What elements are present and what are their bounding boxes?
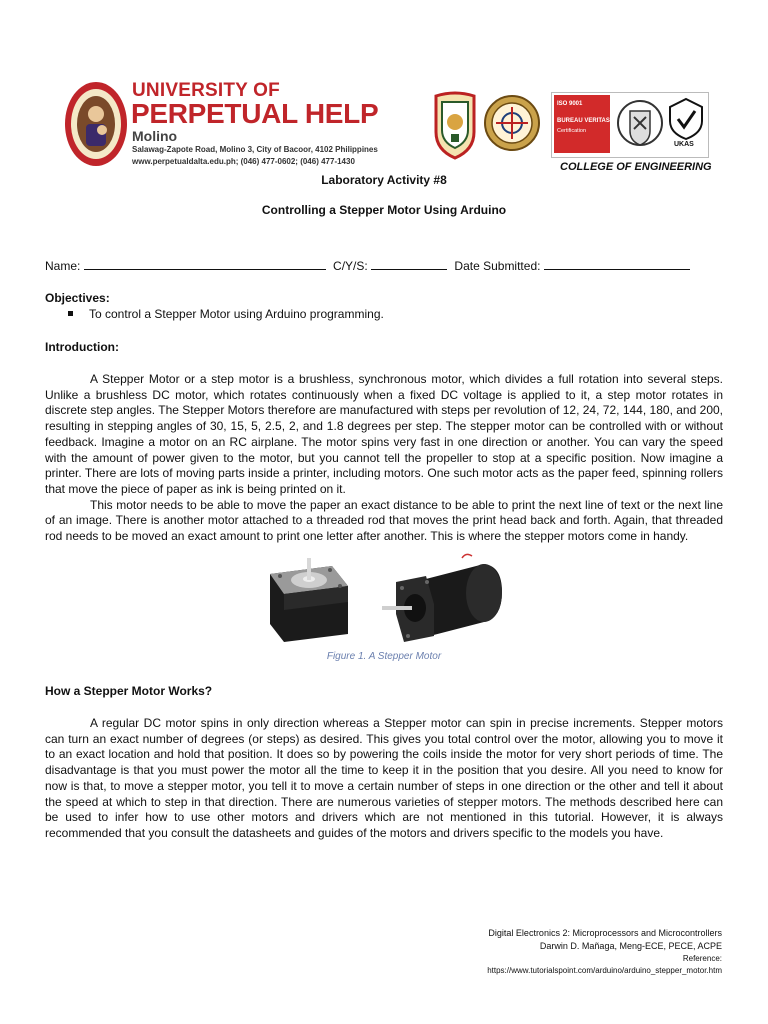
how-it-works-body (45, 716, 723, 842)
objective-item (68, 307, 384, 321)
page-title: Controlling a Stepper Motor Using Arduino (261, 203, 507, 217)
cert-iso-text: ISO 9001 (557, 101, 583, 107)
certification-badges (551, 92, 709, 158)
footer-course: Digital Electronics 2: Microprocessors and Microcontrollers (488, 928, 722, 938)
activity-label: Laboratory Activity #8 (321, 173, 447, 187)
cert-ukas-text: UKAS (674, 141, 694, 148)
college-shield-logo (432, 90, 478, 160)
name-label: Name: (45, 259, 81, 273)
student-info-line (45, 258, 690, 273)
footer-reference-label: Reference: (682, 954, 722, 963)
introduction-body (45, 372, 723, 545)
cert-sub-text: Certification (557, 128, 587, 134)
name-field[interactable] (84, 258, 326, 270)
bullet-icon (68, 311, 73, 316)
footer-author: Darwin D. Mañaga, Meng-ECE, PECE, ACPE (539, 941, 722, 951)
figure-caption: Figure 1. A Stepper Motor (326, 651, 442, 662)
university-seal-logo (64, 80, 128, 168)
objective-text: To control a Stepper Motor using Arduino programming. (89, 307, 384, 321)
how-it-works-paragraph: A regular DC motor spins in only direction whereas a Stepper motor can spin in precise increments. Stepper motors can turn an exact number of degrees (or steps) as desired. This gives you total control over the motor, allowing you to move it to an exact location and hold that position. It does so by powering the coils inside the motor for very short periods of time. The disadvantage is that you must power the motor all the time to keep it in the position that you desire. All you need to know for now is that, to move a stepper motor, you tell it to move a certain number of steps in one direction or the other and tell it about the speed at which to step in that direction. There are numerous varieties of stepper motors. The methods described here can be used to infer how to use other motors and drivers which are not mentioned in this tutorial. However, it is always recommended that you consult the datasheets and guides of the motors and drivers specific to the models you have. (45, 716, 723, 840)
cert-bureau-text: BUREAU VERITAS (557, 118, 610, 124)
introduction-paragraph-1: A Stepper Motor or a step motor is a brushless, synchronous motor, which divides a full rotation into several steps. Unlike a brushless DC motor, which rotates continuously when a fixed DC voltage is applied to it, a step motor rotates in discrete step angles. The Stepper Motors therefore are manufactured with steps per revolution of 12, 24, 72, 144, 180, and 200, resulting in stepping angles of 30, 15, 5, 2.5, 2, and 1.8 degrees per step. The stepper motor can be controlled with or without feedback. Imagine a motor on an RC airplane. The motor spins very fast in one direction or another. You can vary the speed with the amount of power given to the motor, but you cannot tell the propeller to stop at a specific position. Now imagine a printer. There are lots of moving parts inside a printer, including motors. One such motor acts as the paper feed, spinning rollers that move the piece of paper as ink is being printed on it. (45, 372, 723, 496)
university-name-line2: PERPETUAL HELP (131, 98, 379, 129)
bureau-veritas-badge (554, 95, 610, 153)
stepper-motor-figure (262, 552, 508, 646)
introduction-heading: Introduction: (45, 340, 119, 354)
objectives-heading: Objectives: (45, 291, 110, 305)
how-it-works-heading: How a Stepper Motor Works? (45, 684, 213, 698)
engineering-seal-logo (484, 95, 540, 151)
cys-label: C/Y/S: (333, 259, 368, 273)
university-address: Salawag-Zapote Road, Molino 3, City of Bacoor, 4102 Philippines (132, 145, 378, 154)
university-contact: www.perpetualdalta.edu.ph; (046) 477-0602; (046) 477-1430 (132, 157, 355, 166)
date-submitted-field[interactable] (544, 258, 690, 270)
cys-field[interactable] (371, 258, 447, 270)
introduction-paragraph-2: This motor needs to be able to move the paper an exact distance to be able to print the next line of text or the next line of an image. There is another motor attached to a threaded rod that moves the print head back and forth. Again, that threaded rod needs to be moved an exact amount to print one letter after another. This is where the stepper motors come in handy. (45, 497, 723, 544)
footer-reference-url[interactable]: https://www.tutorialspoint.com/arduino/arduino_stepper_motor.htm (487, 966, 722, 975)
stepper-motor-cylinder-image (382, 554, 502, 642)
ukas-check-icon (668, 97, 704, 141)
college-name: COLLEGE OF ENGINEERING (560, 161, 712, 173)
campus-name: Molino (132, 128, 178, 144)
stepper-motor-front-image (270, 558, 348, 642)
date-submitted-label: Date Submitted: (454, 259, 541, 273)
university-name-line1: UNIVERSITY OF (132, 80, 280, 101)
bureau-veritas-seal-icon (616, 97, 664, 153)
